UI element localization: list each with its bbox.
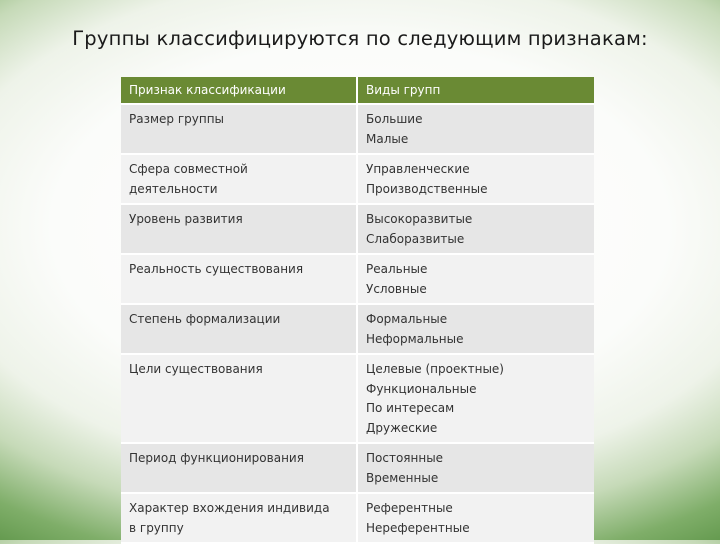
classification-table xyxy=(121,77,594,544)
criterion-cell xyxy=(121,254,357,304)
type-text: Производственные xyxy=(366,181,488,196)
criterion-text: Характер вхождения индивида xyxy=(129,501,330,515)
criterion-cell xyxy=(121,154,357,204)
types-cell xyxy=(357,443,594,493)
type-text: Временные xyxy=(366,470,439,485)
type-text: Целевые (проектные) xyxy=(366,362,504,376)
table-row xyxy=(121,304,594,354)
criterion-text: Сфера совместной xyxy=(129,162,248,176)
types-cell xyxy=(357,493,594,543)
table-header-row xyxy=(121,77,594,104)
type-text: Управленческие xyxy=(366,162,470,176)
slide-title: Группы классифицируются по следующим признакам: xyxy=(72,27,648,50)
criterion-text: Период функционирования xyxy=(129,451,304,465)
criterion-text: деятельности xyxy=(129,181,218,196)
criterion-text: Размер группы xyxy=(129,112,225,126)
types-cell xyxy=(357,104,594,154)
criterion-text: Степень формализации xyxy=(129,312,281,326)
table-row xyxy=(121,254,594,304)
type-text: Формальные xyxy=(366,312,448,326)
table-row xyxy=(121,354,594,443)
type-text: Постоянные xyxy=(366,451,444,465)
criterion-cell xyxy=(121,493,357,543)
criterion-cell xyxy=(121,443,357,493)
type-text: Дружеские xyxy=(366,420,438,435)
criterion-cell xyxy=(121,304,357,354)
types-cell xyxy=(357,254,594,304)
criterion-text: Уровень развития xyxy=(129,212,243,226)
types-cell xyxy=(357,204,594,254)
table-row xyxy=(121,154,594,204)
type-text: По интересам xyxy=(366,401,455,415)
header-criterion: Признак классификации xyxy=(121,77,357,104)
type-text: Неформальные xyxy=(366,331,464,346)
type-text: Большие xyxy=(366,112,423,126)
criterion-cell xyxy=(121,354,357,443)
criterion-text: Реальность существования xyxy=(129,262,304,276)
table-row xyxy=(121,104,594,154)
criterion-text: в группу xyxy=(129,520,184,535)
types-cell xyxy=(357,354,594,443)
type-text: Функциональные xyxy=(366,381,477,396)
criterion-cell xyxy=(121,104,357,154)
type-text: Референтные xyxy=(366,501,453,515)
type-text: Высокоразвитые xyxy=(366,212,473,226)
type-text: Условные xyxy=(366,281,427,296)
type-text: Слаборазвитые xyxy=(366,231,465,246)
table-row xyxy=(121,443,594,493)
type-text: Нереферентные xyxy=(366,520,470,535)
criterion-cell xyxy=(121,204,357,254)
table-row xyxy=(121,204,594,254)
criterion-text: Цели существования xyxy=(129,362,263,376)
types-cell xyxy=(357,304,594,354)
type-text: Малые xyxy=(366,131,409,146)
table-row xyxy=(121,493,594,543)
type-text: Реальные xyxy=(366,262,428,276)
header-group-types: Виды групп xyxy=(357,77,594,104)
types-cell xyxy=(357,154,594,204)
